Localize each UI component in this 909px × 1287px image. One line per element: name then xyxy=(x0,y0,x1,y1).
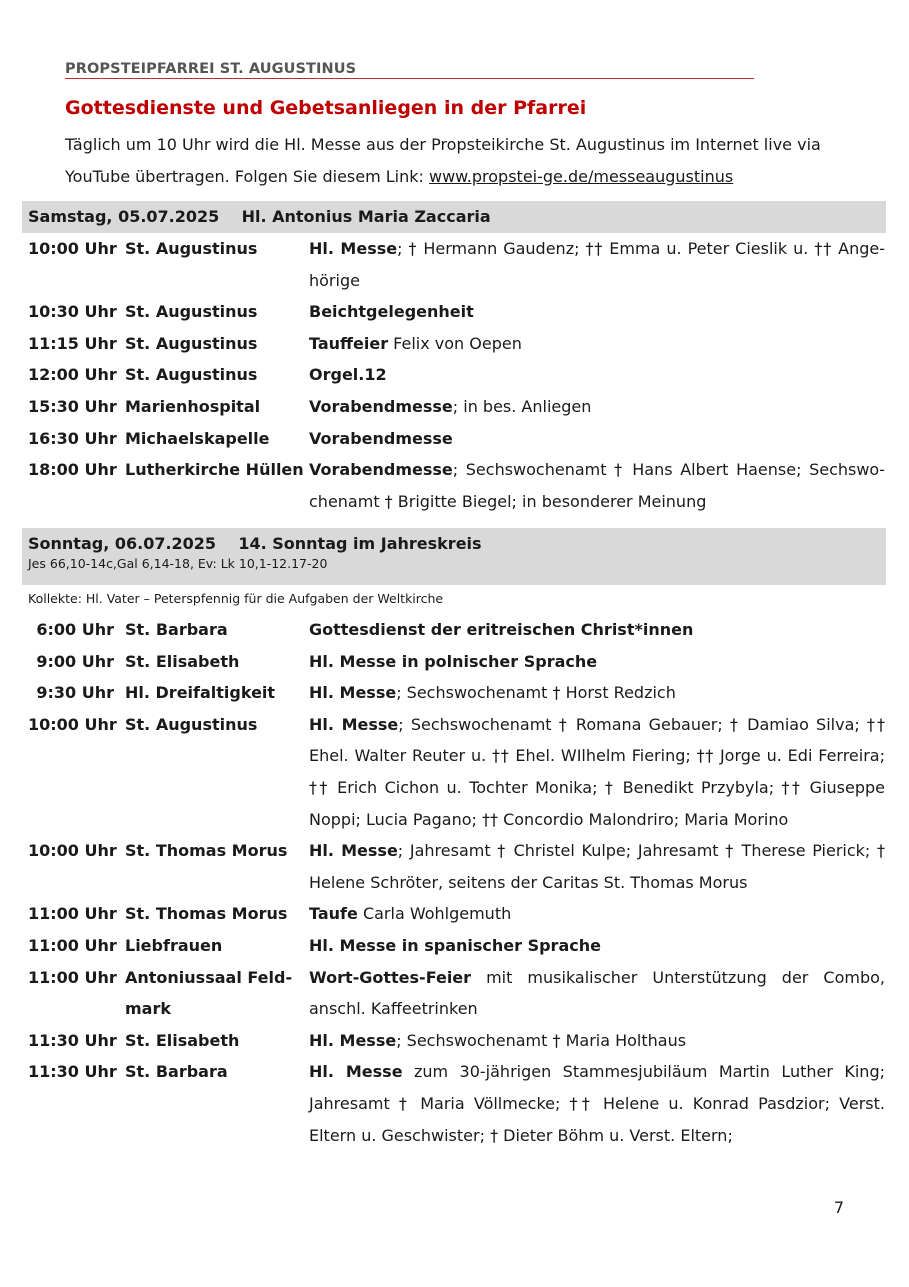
entry-event: Gottesdienst der eritreischen Christ*innen xyxy=(309,620,694,639)
entry-time: 10:00 Uhr xyxy=(28,239,117,258)
entry-event: Wort-Gottes-Feier xyxy=(309,967,472,987)
entry-details: ; Sechswochenamt † Maria Holthaus xyxy=(396,1030,687,1050)
entry-description xyxy=(309,930,885,962)
entry-event: Tauffeier xyxy=(309,333,389,353)
schedule-row xyxy=(0,1056,909,1151)
schedule-row xyxy=(0,454,909,517)
entry-time: 11:15 Uhr xyxy=(28,333,117,353)
entry-description xyxy=(309,296,885,328)
entry-description xyxy=(309,1056,885,1151)
saturday-schedule xyxy=(0,233,909,517)
entry-time: 11:00 Uhr xyxy=(28,904,117,924)
entry-description xyxy=(309,1025,885,1057)
entry-event: Vorabendmesse xyxy=(309,396,453,416)
entry-event: Hl. Messe in polnischer Sprache xyxy=(309,651,598,671)
parish-name: PROPSTEIPFARREI ST. AUGUSTINUS xyxy=(65,61,754,79)
entry-details: Carla Wohlgemuth xyxy=(357,904,512,924)
entry-time: 10:30 Uhr xyxy=(28,302,117,322)
entry-event: Vorabendmesse xyxy=(309,460,453,480)
entry-event: Hl. Messe xyxy=(309,714,399,734)
entry-place: Lutherkirche Hüllen xyxy=(125,460,304,480)
sunday-schedule xyxy=(0,614,909,1151)
entry-event: Hl. Messe xyxy=(309,239,398,258)
schedule-row xyxy=(0,614,909,646)
entry-place: St. Augustinus xyxy=(125,239,258,258)
entry-time: 10:00 Uhr xyxy=(28,714,117,734)
entry-description xyxy=(309,359,885,391)
entry-event: Hl. Messe xyxy=(309,683,397,703)
entry-time: 15:30 Uhr xyxy=(28,396,117,416)
schedule-row xyxy=(0,296,909,328)
entry-event: Vorabendmesse xyxy=(309,428,453,448)
page-number: 7 xyxy=(833,1198,845,1217)
entry-place: St. Elisabeth xyxy=(125,651,240,671)
entry-details: ; † Hermann Gaudenz; †† Emma u. Peter Cieslik u. †† Angehörige xyxy=(309,239,885,290)
entry-event: Beichtgelegenheit xyxy=(309,302,474,322)
schedule-row xyxy=(0,898,909,930)
entry-description xyxy=(309,677,885,709)
intro-paragraph xyxy=(65,129,865,192)
entry-place: St. Thomas Morus xyxy=(125,841,288,861)
livestream-link[interactable]: www.propstei-ge.de/messeaugustinus xyxy=(429,166,734,186)
entry-time: 12:00 Uhr xyxy=(28,365,117,385)
schedule-row xyxy=(0,391,909,423)
schedule-row xyxy=(0,328,909,360)
entry-details: ; Jahresamt † Christel Kulpe; Jahresamt † Therese Pierick; † Helene Schröter, seitens der Caritas St. Thomas Morus xyxy=(309,841,885,892)
schedule-row xyxy=(0,962,909,1025)
entry-place: St. Barbara xyxy=(125,1062,228,1082)
entry-place: St. Thomas Morus xyxy=(125,904,288,924)
day-readings: Jes 66,10-14c,Gal 6,14-18, Ev: Lk 10,1-12.17-20 xyxy=(28,556,328,571)
entry-description xyxy=(309,709,885,835)
entry-place: St. Elisabeth xyxy=(125,1030,240,1050)
day-title: Samstag, 05.07.2025 Hl. Antonius Maria Zaccaria xyxy=(28,207,491,226)
entry-time: 10:00 Uhr xyxy=(28,841,117,861)
schedule-row xyxy=(0,359,909,391)
entry-time: 18:00 Uhr xyxy=(28,460,117,480)
day-header-saturday xyxy=(22,201,886,233)
schedule-row xyxy=(0,930,909,962)
entry-place: St. Augustinus xyxy=(125,333,258,353)
entry-event: Hl. Messe in spanischer Sprache xyxy=(309,935,601,955)
entry-event: Taufe xyxy=(309,904,358,924)
entry-place: Michaelskapelle xyxy=(125,428,270,448)
entry-place: Hl. Dreifaltigkeit xyxy=(125,683,276,703)
entry-time: 11:00 Uhr xyxy=(28,935,117,955)
entry-description xyxy=(309,454,885,517)
entry-place: St. Barbara xyxy=(125,620,228,639)
day-header-sunday xyxy=(22,528,886,585)
day-title: Sonntag, 06.07.2025 14. Sonntag im Jahreskreis xyxy=(28,534,482,553)
entry-place: St. Augustinus xyxy=(125,302,258,322)
entry-event: Hl. Messe xyxy=(309,1030,397,1050)
entry-description xyxy=(309,614,885,646)
entry-time: 11:00 Uhr xyxy=(28,967,117,987)
entry-event: Hl. Messe xyxy=(309,1062,403,1082)
entry-event: Orgel.12 xyxy=(309,365,387,385)
entry-details: Felix von Oepen xyxy=(388,333,522,353)
entry-details: ; Sechswochenamt † Horst Redzich xyxy=(396,683,676,703)
entry-place: Liebfrauen xyxy=(125,935,223,955)
entry-description xyxy=(309,391,885,423)
entry-time: 11:30 Uhr xyxy=(28,1062,117,1082)
collection-note: Kollekte: Hl. Vater – Peterspfennig für die Aufgaben der Weltkirche xyxy=(28,591,444,606)
entry-place: Marienhospital xyxy=(125,396,261,416)
entry-description xyxy=(309,835,885,898)
entry-details: ; in bes. Anliegen xyxy=(452,396,592,416)
entry-time: 9:30 Uhr xyxy=(36,683,114,703)
entry-time: 9:00 Uhr xyxy=(36,651,114,671)
section-title: Gottesdienste und Gebetsanliegen in der Pfarrei xyxy=(65,97,587,119)
entry-details: ; Sechswochenamt † Hans Albert Haense; Sechswochenamt † Brigitte Biegel; in besonderer Meinung xyxy=(309,460,885,511)
entry-description xyxy=(309,328,885,360)
schedule-row xyxy=(0,646,909,678)
entry-time: 16:30 Uhr xyxy=(28,428,117,448)
schedule-row xyxy=(0,709,909,835)
entry-description xyxy=(309,423,885,455)
entry-description xyxy=(309,962,885,1025)
entry-time: 11:30 Uhr xyxy=(28,1030,117,1050)
schedule-row xyxy=(0,423,909,455)
schedule-row xyxy=(0,835,909,898)
entry-event: Hl. Messe xyxy=(309,841,398,861)
schedule-row xyxy=(0,677,909,709)
entry-details: zum 30-jährigen Stammesjubiläum Martin Luther King; Jahresamt † Maria Völlmecke; †† Helene u. Konrad Pasdzior; Verst. Eltern u. Geschwister; † Dieter Böhm u. Verst. Eltern; xyxy=(309,1062,885,1145)
intro-text: Täglich um 10 Uhr wird die Hl. Messe aus der Propsteikirche St. Augustinus im Internet live via YouTube übertragen. Folgen Sie diesem Link: xyxy=(65,135,821,186)
entry-description xyxy=(309,898,885,930)
entry-description xyxy=(309,646,885,678)
entry-place: St. Augustinus xyxy=(125,365,258,385)
entry-place: St. Augustinus xyxy=(125,714,258,734)
entry-description xyxy=(309,233,885,296)
schedule-row xyxy=(0,233,909,296)
entry-time: 6:00 Uhr xyxy=(36,620,114,639)
entry-place: Antoniussaal Feldmark xyxy=(125,967,293,1019)
entry-details: mit musikalischer Unterstützung der Combo, anschl. Kaffeetrinken xyxy=(309,967,885,1019)
entry-details: ; Sechswochenamt † Romana Gebauer; † Damiao Silva; †† Ehel. Walter Reuter u. †† Ehel. WIlhelm Fiering; †† Jorge u. Edi Ferreira; †† Erich Cichon u. Tochter Monika; † Benedikt Przybyla; †† Giuseppe Noppi; Lucia Pagano; †† Concordio Malondriro; Maria Morino xyxy=(309,714,885,829)
schedule-row xyxy=(0,1025,909,1057)
